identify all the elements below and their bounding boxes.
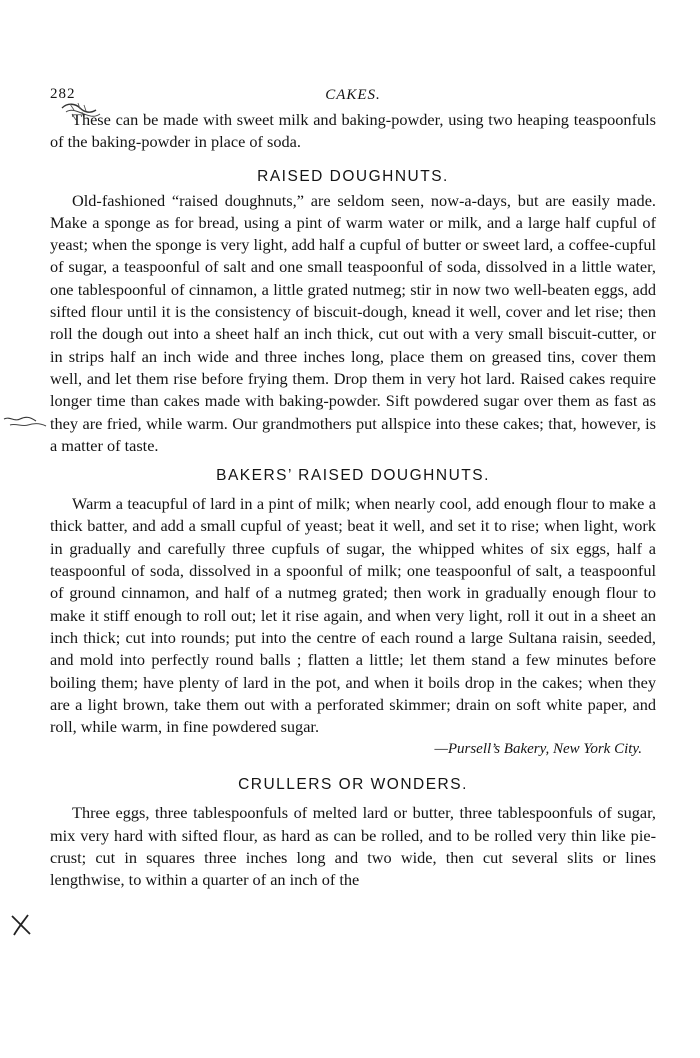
recipe-text-bakers-raised-doughnuts: Warm a teacupful of lard in a pint of milk; when nearly cool, add enough flour to make a thick batter, and add a small cupful of yeast; beat it well, and set it to rise; when light, work in gradually and carefully three cupfuls of sugar, the whipped whites of six eggs, half a teaspoonful of soda, dissolved in a spoonful of milk; one teaspoonful of salt, a teaspoonful of ground cinnamon, and half of a nutmeg grated; then work in gradually enough flour to make it stiff enough to roll out; let it rise again, and when very light, roll it out in a sheet an inch thick; cut into rounds; put into the centre of each round a large Sultana raisin, seeded, and mold into perfectly round balls ; flatten a little; let them stand a few minutes before boiling them; have plenty of lard in the pot, and when it boils drop in the cakes; when they are a light brown, take them out with a perforated skimmer; drain on soft white paper, and roll, while warm, in fine powdered sugar. [50, 494, 656, 737]
recipe-title-raised-doughnuts: RAISED DOUGHNUTS. [257, 167, 449, 185]
recipe-text-crullers: Three eggs, three tablespoonfuls of melted lard or butter, three tablespoonfuls of sugar, mix very hard with sifted flour, as hard as can be rolled, and to be rolled very thin like pie-crust; cut in squares three inches long and two wide, then cut several slits or lines lengthwise, to within a quarter of an inch of the [50, 803, 656, 890]
recipe-text-raised-doughnuts: Old-fashioned “raised doughnuts,” are seldom seen, now-a-days, but are easily made. Make a sponge as for bread, using a pint of warm water or milk, and a large half cupful of yeast; when the sponge is very light, add half a cupful of butter or sweet lard, a coffee-cupful of sugar, a teaspoonful of salt and one small teaspoonful of soda, dissolved in a little water, one tablespoonful of cinnamon, a little grated nutmeg; stir in now two well-beaten eggs, add sifted flour until it is the consistency of biscuit-dough, knead it well, cover and let rise; then roll the dough out into a sheet half an inch thick, cut out with a very small biscuit-cutter, or in strips half an inch wide and three inches long, place them on greased tins, cover them well, and let them rise before frying them. Drop them in very hot lard. Raised cakes require longer time than cakes made with baking-powder. Sift powdered sugar over them as fast as they are fried, while warm. Our grandmothers put allspice into these cakes; that, however, is a matter of taste. [50, 190, 656, 455]
recipe-title-bakers-raised-doughnuts: BAKERS’ RAISED DOUGHNUTS. [216, 467, 490, 485]
book-page [50, 86, 656, 892]
margin-squiggle-mark [2, 413, 48, 431]
recipe-attribution: —Pursell’s Bakery, New York City. [434, 741, 642, 758]
intro-paragraph: These can be made with sweet milk and baking-powder, using two heaping teaspoonfuls of the baking-powder in place of soda. [50, 110, 656, 152]
page-header [50, 86, 656, 108]
recipe-title-crullers: CRULLERS OR WONDERS. [238, 776, 468, 794]
page-number: 282 [50, 86, 76, 102]
running-head: CAKES. [325, 87, 381, 103]
margin-x-mark [8, 912, 34, 938]
